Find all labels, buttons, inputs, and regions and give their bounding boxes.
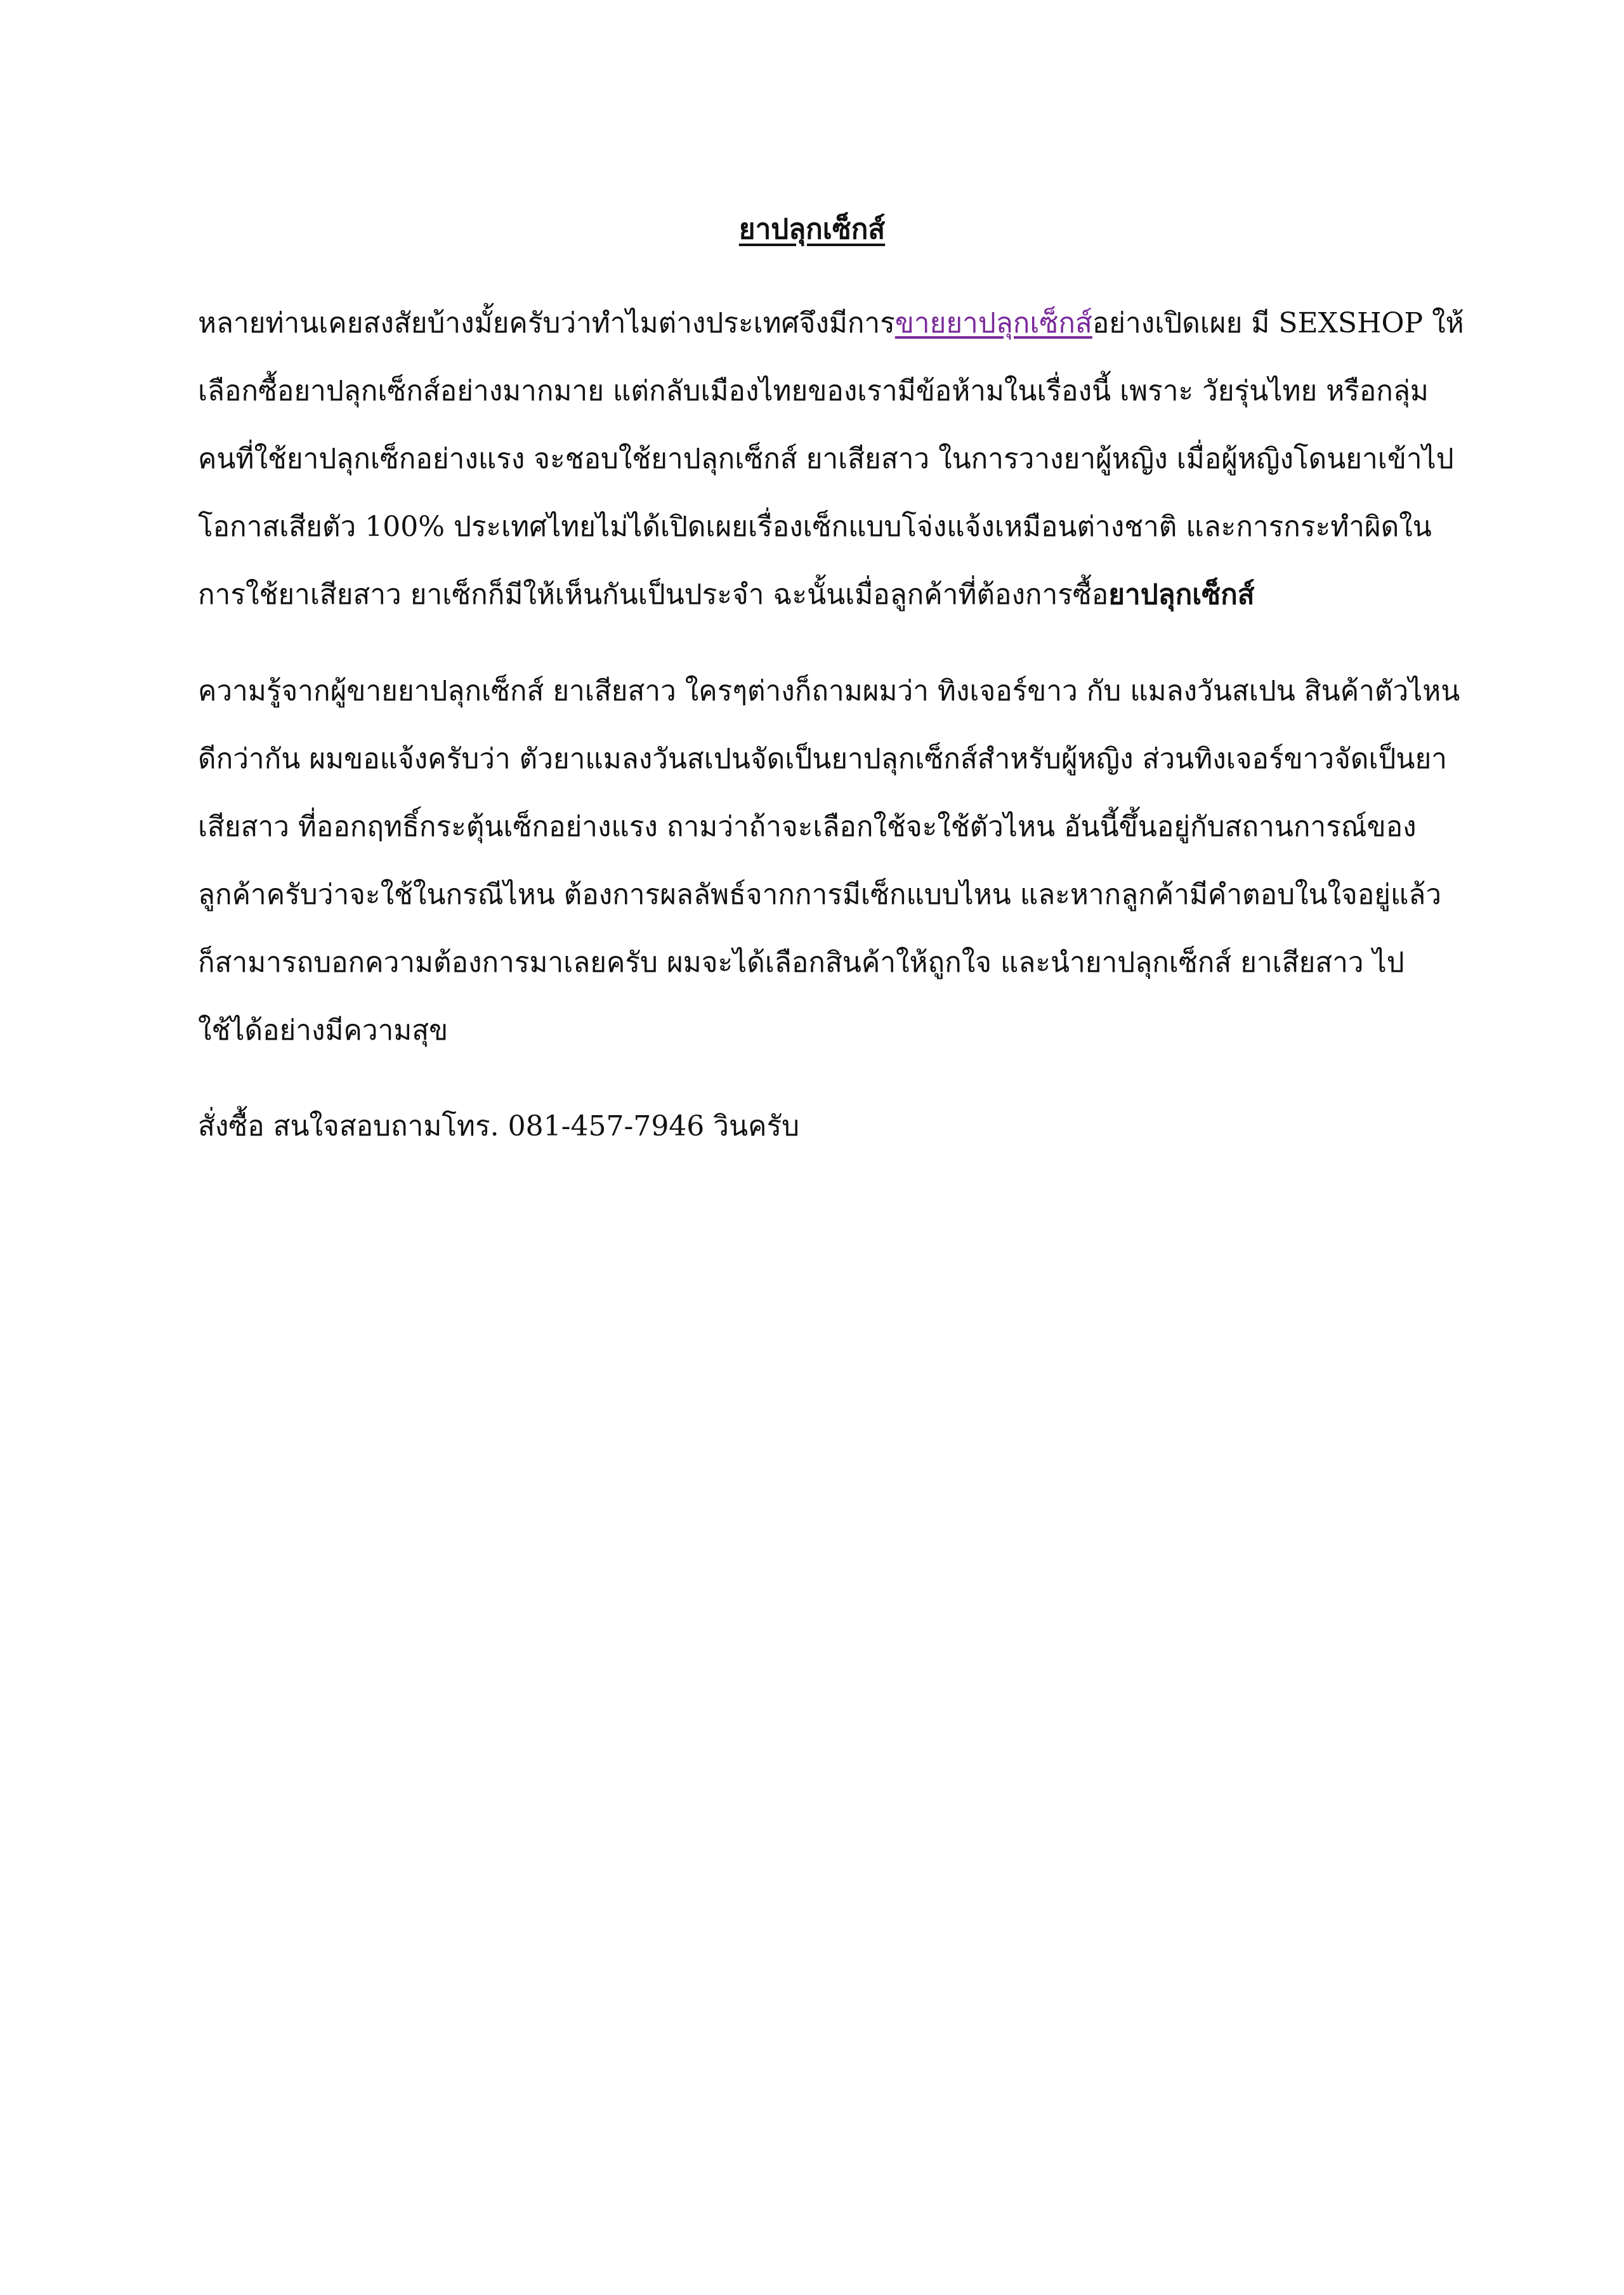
paragraph-line: ลูกค้าครับว่าจะใช้ในกรณีไหน ต้องการผลลัพธ์จากการมีเซ็กแบบไหน และหากลูกค้ามีคำตอบในใจอยู่แล้ว [198, 879, 1442, 911]
document-title: ยาปลุกเซ็กส์ [738, 213, 886, 245]
text-run: อย่างเปิดเผย มี SEXSHOP ให้ [1092, 307, 1464, 339]
contact-line: สั่งซื้อ สนใจสอบถามโทร. 081-457-7946 วินครับ [198, 1110, 800, 1142]
paragraph-line: ความรู้จากผู้ขายยาปลุกเซ็กส์ ยาเสียสาว ใครๆต่างก็ถามผมว่า ทิงเจอร์ขาว กับ แมลงวันสเปน สินค้าตัวไหน [198, 675, 1460, 707]
sell-product-link[interactable]: ขายยาปลุกเซ็กส์ [894, 307, 1092, 339]
paragraph-line: เลือกซื้อยาปลุกเซ็กส์อย่างมากมาย แต่กลับเมืองไทยของเรามีข้อห้ามในเรื่องนี้ เพราะ วัยรุ่นไทย หรือกลุ่ม [198, 375, 1429, 407]
paragraph-line: โอกาสเสียตัว 100% ประเทศไทยไม่ได้เปิดเผยเรื่องเซ็กแบบโจ่งแจ้งเหมือนต่างชาติ และการกระทำผิดใน [198, 511, 1432, 543]
paragraph-line [198, 289, 1464, 357]
paragraph-line: คนที่ใช้ยาปลุกเซ็กอย่างแรง จะชอบใช้ยาปลุกเซ็กส์ ยาเสียสาว ในการวางยาผู้หญิง เมื่อผู้หญิงโดนยาเข้าไป [198, 443, 1454, 475]
paragraph-line: ก็สามารถบอกความต้องการมาเลยครับ ผมจะได้เลือกสินค้าให้ถูกใจ และนำยาปลุกเซ็กส์ ยาเสียสาว ไป [198, 946, 1405, 979]
text-run: หลายท่านเคยสงสัยบ้างมั้ยครับว่าทำไมต่างประเทศจึงมีการ [198, 307, 895, 339]
paragraph-line: ใช้ได้อย่างมีความสุข [198, 1014, 449, 1047]
paragraph-contact [198, 1092, 1426, 1160]
paragraph-knowledge [198, 657, 1460, 1064]
text-run: การใช้ยาเสียสาว ยาเซ็กก็มีให้เห็นกันเป็นประจำ ฉะนั้นเมื่อลูกค้าที่ต้องการซื้อ [198, 579, 1109, 611]
paragraph-line: เสียสาว ที่ออกฤทธิ์กระตุ้นเซ็กอย่างแรง ถามว่าถ้าจะเลือกใช้จะใช้ตัวไหน อันนี้ขึ้นอยู่กับสถานการณ์ของ [198, 811, 1417, 843]
paragraph-line: ดีกว่ากัน ผมขอแจ้งครับว่า ตัวยาแมลงวันสเปนจัดเป็นยาปลุกเซ็กส์สำหรับผู้หญิง ส่วนทิงเจอร์ขาวจัดเป็นยา [198, 743, 1447, 775]
bold-keyword: ยาปลุกเซ็กส์ [1108, 579, 1255, 611]
paragraph-line [198, 561, 1426, 629]
paragraph-intro [198, 289, 1464, 629]
